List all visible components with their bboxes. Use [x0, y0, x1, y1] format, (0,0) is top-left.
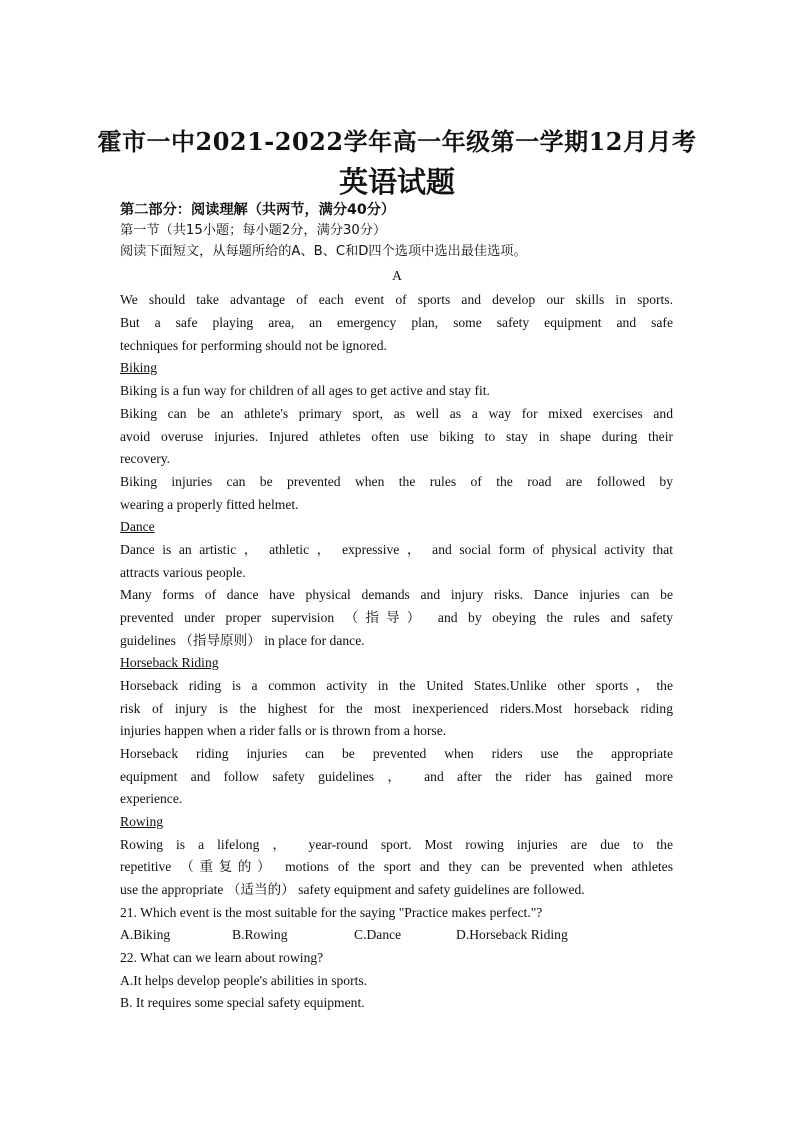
option-a[interactable]: A.Biking: [120, 927, 171, 942]
passage-line: Biking injuries can be prevented when the rules of the road are followed by: [120, 474, 673, 489]
passage-line: injuries happen when a rider falls or is thrown from a horse.: [120, 723, 447, 738]
passage-line: Horseback riding injuries can be prevented when riders use the appropriate: [120, 746, 673, 761]
subsection-heading: 第一节（共15小题；每小题2分，满分30分）: [120, 223, 387, 238]
passage-line: avoid overuse injuries. Injured athletes often use biking to stay in shape during their: [120, 429, 673, 444]
option-b[interactable]: B.Rowing: [232, 927, 288, 942]
question-21-options: [120, 925, 673, 945]
passage-line: We should take advantage of each event of sports and develop our skills in sports.: [120, 292, 673, 307]
exam-subject-title: 英语试题: [338, 165, 455, 199]
section-heading-biking: Biking: [120, 360, 158, 375]
passage-line: recovery.: [120, 451, 171, 466]
passage-line: Horseback riding is a common activity in the United States.Unlike other sports，the: [120, 678, 673, 693]
question-21-stem: 21. Which event is the most suitable for the saying "Practice makes perfect."?: [120, 905, 543, 920]
passage-line: Dance is an artistic ， athletic ， expressive ， and social form of physical activity that: [120, 542, 673, 557]
question-22-option-a[interactable]: A.It helps develop people's abilities in sports.: [120, 973, 368, 988]
section-heading-rowing: Rowing: [120, 814, 164, 829]
option-d[interactable]: D.Horseback Riding: [456, 927, 568, 942]
instruction-text: 阅读下面短文，从每题所给的A、B、C和D四个选项中选出最佳选项。: [120, 244, 527, 259]
passage-line: Rowing is a lifelong ， year-round sport. Most rowing injuries are due to the: [120, 837, 673, 852]
section-heading-horseback-riding: Horseback Riding: [120, 655, 219, 670]
passage-line: But a safe playing area, an emergency plan, some safety equipment and safe: [120, 315, 673, 330]
exam-title: 霍市一中2021-2022学年高一年级第一学期12月月考: [97, 127, 697, 156]
passage-line: techniques for performing should not be ignored.: [120, 338, 387, 353]
passage-line: Biking can be an athlete's primary sport, as well as a way for mixed exercises and: [120, 406, 673, 421]
passage-line: equipment and follow safety guidelines ， and after the rider has gained more: [120, 769, 673, 784]
passage-line: experience.: [120, 791, 183, 806]
passage-line: Many forms of dance have physical demands and injury risks. Dance injuries can be: [120, 587, 673, 602]
passage-label: A: [392, 268, 402, 283]
passage-line: use the appropriate （适当的） safety equipment and safety guidelines are followed.: [120, 882, 585, 897]
part-heading: 第二部分：阅读理解（共两节，满分40分）: [120, 202, 396, 218]
passage-line: Biking is a fun way for children of all ages to get active and stay fit.: [120, 383, 490, 398]
question-22-stem: 22. What can we learn about rowing?: [120, 950, 324, 965]
passage-line: guidelines （指导原则） in place for dance.: [120, 633, 365, 648]
passage-line: repetitive （重复的） motions of the sport and they can be prevented when athletes: [120, 859, 673, 874]
passage-line: risk of injury is the highest for the most inexperienced riders.Most horseback riding: [120, 701, 673, 716]
passage-line: prevented under proper supervision （指导） and by obeying the rules and safety: [120, 610, 673, 625]
section-heading-dance: Dance: [120, 519, 155, 534]
question-22-option-b[interactable]: B. It requires some special safety equipment.: [120, 995, 365, 1010]
passage-line: wearing a properly fitted helmet.: [120, 497, 299, 512]
option-c[interactable]: C.Dance: [354, 927, 402, 942]
passage-line: attracts various people.: [120, 565, 246, 580]
